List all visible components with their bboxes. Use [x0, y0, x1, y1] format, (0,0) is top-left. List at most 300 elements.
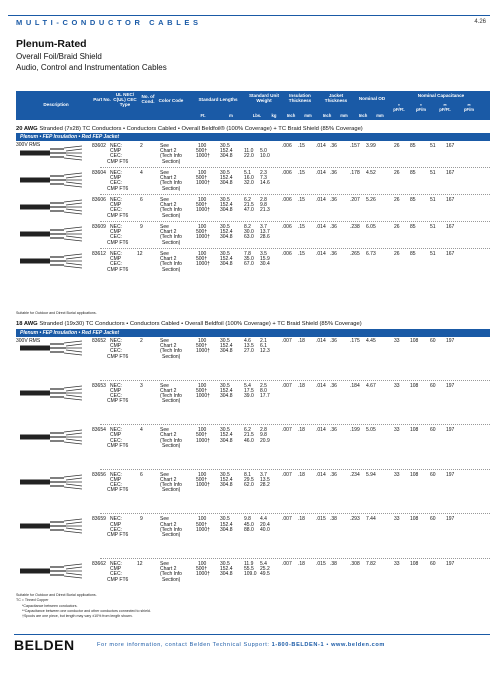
length-m: 304.8: [220, 234, 233, 241]
ul-nec-label: NEC:: [110, 251, 122, 257]
weight-lbs: 32.0: [244, 180, 254, 187]
insulation-band: [16, 133, 490, 141]
insulation-mm: .18: [298, 427, 305, 434]
capacitance-pf-ft: 26: [394, 224, 400, 230]
weight-lbs: 46.0: [244, 437, 254, 444]
length-m: 152.4: [220, 387, 233, 394]
length-ft: 500†: [196, 476, 208, 483]
capacitance-pf-ft-shield: 51: [430, 197, 436, 203]
length-ft: 1000†: [196, 571, 210, 578]
color-code-tech-info: (Tech Info: [160, 153, 182, 160]
col-jacket-thickness: Jacket Thickness: [324, 93, 348, 103]
length-ft: 100: [198, 197, 207, 203]
conductor-count: 4: [140, 427, 143, 434]
od-mm: 5.05: [366, 427, 376, 434]
weight-kg: 49.5: [260, 571, 270, 578]
insulation-inch: .007: [282, 561, 292, 567]
capacitance-pf-ft-shield: 51: [430, 251, 436, 257]
color-code-chart: Chart 2: [160, 256, 177, 263]
capacitance-pf-m-shield: 167: [446, 143, 455, 149]
weight-lbs: 27.0: [244, 348, 254, 355]
color-code-chart: Chart 2: [160, 566, 177, 573]
weight-lbs: 30.0: [244, 229, 254, 236]
length-ft: 100: [198, 382, 207, 389]
col-part-no: Part No.: [93, 97, 111, 102]
col-ul-nec: UL NEC/ C(UL) CEC Type: [113, 92, 137, 107]
length-ft: 500†: [196, 175, 208, 182]
insulation-inch: .006: [282, 170, 292, 176]
weight-lbs: 67.0: [244, 261, 254, 268]
length-m: 304.8: [220, 437, 233, 444]
ul-nec-label: NEC:: [110, 471, 122, 478]
insulation-mm: .15: [298, 170, 305, 176]
col-od-mm: mm: [376, 113, 384, 118]
jacket-mm: .36: [330, 170, 337, 176]
capacitance-pf-m-shield: 197: [446, 382, 455, 389]
ul-type-cmp: CMP: [110, 343, 122, 350]
length-m: 30.5: [220, 170, 230, 176]
weight-kg: 5.4: [260, 561, 267, 567]
weight-kg: 2.5: [260, 382, 267, 389]
capacitance-pf-m-shield: 167: [446, 224, 455, 230]
row-separator: [100, 167, 490, 168]
length-ft: 500†: [196, 521, 208, 528]
od-inch: .207: [350, 197, 360, 203]
od-mm: 4.45: [366, 338, 376, 344]
cec-type-cmp-ft6: CMP FT6: [107, 266, 129, 273]
weight-lbs: 4.6: [244, 338, 251, 344]
ul-nec-label: NEC:: [110, 197, 122, 203]
weight-kg: 8.0: [260, 387, 267, 394]
voltage-label: 300V RMS: [16, 338, 41, 344]
insulation-inch: .007: [282, 516, 292, 523]
weight-kg: 25.2: [260, 566, 270, 573]
weight-kg: 2.3: [260, 170, 267, 176]
part-number: 83653: [92, 382, 106, 389]
ul-nec-label: NEC:: [110, 561, 122, 567]
jacket-mm: .36: [330, 427, 337, 434]
od-inch: .199: [350, 427, 360, 434]
length-ft: 1000†: [196, 437, 210, 444]
color-code-tech-info: (Tech Info: [160, 207, 182, 214]
row-separator: [100, 221, 490, 222]
jacket-mm: .36: [330, 143, 337, 149]
ul-type-cmp: CMP: [110, 432, 122, 439]
color-code-chart: Chart 2: [160, 343, 177, 350]
weight-kg: 2.1: [260, 338, 267, 344]
table-row: [16, 339, 490, 361]
length-m: 152.4: [220, 148, 233, 155]
weight-kg: 20.9: [260, 437, 270, 444]
length-ft: 100: [198, 561, 207, 567]
col-cap-mark-4: **: [467, 103, 471, 108]
color-code-tech-info: (Tech Info: [160, 180, 182, 187]
length-m: 152.4: [220, 343, 233, 350]
cec-type-cmp-ft6: CMP FT6: [107, 442, 129, 449]
color-code-section: Section): [162, 158, 181, 165]
part-number: 83656: [92, 471, 106, 478]
length-ft: 1000†: [196, 207, 210, 214]
length-m: 304.8: [220, 571, 233, 578]
weight-kg: 30.4: [260, 261, 270, 268]
jacket-inch: .014: [316, 427, 326, 434]
cec-label: CEC:: [110, 207, 122, 214]
jacket-mm: .36: [330, 382, 337, 389]
color-code-chart: Chart 2: [160, 432, 177, 439]
ul-nec-label: NEC:: [110, 382, 122, 389]
od-mm: 5.26: [366, 197, 376, 203]
capacitance-pf-m: 108: [410, 471, 419, 478]
conductor-count: 4: [140, 170, 143, 176]
length-m: 304.8: [220, 261, 233, 268]
ul-nec-label: NEC:: [110, 224, 122, 230]
weight-lbs: 88.0: [244, 526, 254, 533]
conductor-count: 3: [140, 382, 143, 389]
part-number: 83602: [92, 143, 106, 149]
weight-kg: 21.3: [260, 207, 270, 214]
part-number: 83609: [92, 224, 106, 230]
color-code-see: See: [160, 197, 169, 203]
cec-label: CEC:: [110, 261, 122, 268]
capacitance-pf-m: 85: [410, 197, 416, 203]
page-subtitle-1: Overall Foil/Braid Shield: [16, 52, 102, 61]
part-number: 83604: [92, 170, 106, 176]
jacket-inch: .014: [316, 338, 326, 344]
weight-lbs: 29.5: [244, 476, 254, 483]
row-separator: [100, 558, 490, 559]
capacitance-pf-m-shield: 167: [446, 170, 455, 176]
ul-type-cmp: CMP: [110, 476, 122, 483]
weight-lbs: 11.9: [244, 561, 254, 567]
section-title: MULTI-CONDUCTOR CABLES: [16, 18, 202, 27]
insulation-mm: .15: [298, 224, 305, 230]
length-ft: 1000†: [196, 261, 210, 268]
col-cap-mark-3: **: [443, 103, 447, 108]
length-ft: 100: [198, 471, 207, 478]
length-ft: 1000†: [196, 153, 210, 160]
od-inch: .157: [350, 143, 360, 149]
color-code-tech-info: (Tech Info: [160, 526, 182, 533]
weight-lbs: 55.5: [244, 566, 254, 573]
length-ft: 500†: [196, 202, 208, 209]
length-m: 152.4: [220, 521, 233, 528]
cec-type-cmp-ft6: CMP FT6: [107, 531, 129, 538]
col-ins-mm: mm: [304, 113, 312, 118]
od-inch: .238: [350, 224, 360, 230]
weight-kg: 3.5: [260, 251, 267, 257]
weight-lbs: 6.2: [244, 427, 251, 434]
col-od-inch: Inch: [358, 113, 368, 118]
insulation-inch: .006: [282, 224, 292, 230]
insulation-mm: .18: [298, 561, 305, 567]
ul-nec-label: NEC:: [110, 170, 122, 176]
ul-nec-label: NEC:: [110, 427, 122, 434]
capacitance-pf-ft-shield: 51: [430, 224, 436, 230]
length-ft: 100: [198, 143, 207, 149]
conductor-count: 12: [137, 561, 143, 567]
weight-lbs: 17.5: [244, 387, 254, 394]
length-ft: 500†: [196, 148, 208, 155]
jacket-inch: .015: [316, 516, 326, 523]
ul-type-cmp: CMP: [110, 566, 122, 573]
length-m: 152.4: [220, 476, 233, 483]
ul-type-cmp: CMP: [110, 148, 122, 155]
weight-lbs: 109.0: [244, 571, 257, 578]
capacitance-pf-m-shield: 197: [446, 338, 455, 344]
cec-label: CEC:: [110, 571, 122, 578]
length-ft: 100: [198, 516, 207, 523]
od-inch: .293: [350, 516, 360, 523]
color-code-section: Section): [162, 185, 181, 192]
weight-kg: 28.2: [260, 482, 270, 489]
capacitance-pf-m-shield: 197: [446, 427, 455, 434]
col-std-len-m: m: [229, 113, 233, 118]
table-row: [16, 473, 490, 495]
belden-logo: BELDEN: [14, 637, 75, 653]
cec-label: CEC:: [110, 482, 122, 489]
length-ft: 500†: [196, 343, 208, 350]
color-code-section: Section): [162, 266, 181, 273]
footer-sep: •: [324, 642, 332, 648]
footnote-tc: TC = Tinned Copper: [16, 598, 49, 602]
table-row: [16, 144, 490, 166]
capacitance-pf-ft-shield: 60: [430, 471, 436, 478]
part-number: 83662: [92, 561, 106, 567]
col-description: Description: [43, 102, 69, 107]
footer-phone[interactable]: 1-800-BELDEN-1: [271, 642, 325, 648]
part-number: 83606: [92, 197, 106, 203]
ul-nec-label: NEC:: [110, 338, 122, 344]
weight-lbs: 63.0: [244, 234, 254, 241]
length-m: 152.4: [220, 256, 233, 263]
col-cap-unit-4: pF/m: [463, 107, 474, 112]
cec-label: CEC:: [110, 392, 122, 399]
capacitance-pf-ft: 33: [394, 427, 400, 434]
color-code-tech-info: (Tech Info: [160, 348, 182, 355]
table-row: [16, 384, 490, 406]
color-code-see: See: [160, 224, 169, 230]
length-m: 304.8: [220, 348, 233, 355]
part-number: 83652: [92, 338, 106, 344]
cec-label: CEC:: [110, 153, 122, 160]
color-code-see: See: [160, 251, 169, 257]
col-std-wt-lbs: Lbs.: [252, 113, 262, 118]
row-separator: [100, 380, 490, 381]
cec-label: CEC:: [110, 234, 122, 241]
cec-type-cmp-ft6: CMP FT6: [107, 353, 129, 360]
group-title: [16, 126, 363, 132]
table-row: [16, 428, 490, 450]
capacitance-pf-m-shield: 197: [446, 516, 455, 523]
color-code-see: See: [160, 143, 169, 149]
table-row: [16, 562, 490, 584]
color-code-chart: Chart 2: [160, 175, 177, 182]
weight-kg: 15.9: [260, 256, 270, 263]
ul-type-cmp: CMP: [110, 387, 122, 394]
jacket-mm: .36: [330, 224, 337, 230]
cec-label: CEC:: [110, 437, 122, 444]
capacitance-pf-ft-shield: 60: [430, 427, 436, 434]
weight-kg: 14.6: [260, 180, 270, 187]
cec-label: CEC:: [110, 526, 122, 533]
color-code-see: See: [160, 382, 169, 389]
capacitance-pf-m-shield: 167: [446, 251, 455, 257]
weight-lbs: 35.0: [244, 256, 254, 263]
weight-kg: 40.0: [260, 526, 270, 533]
cec-type-cmp-ft6: CMP FT6: [107, 158, 129, 165]
length-ft: 100: [198, 338, 207, 344]
weight-lbs: 13.5: [244, 343, 254, 350]
color-code-chart: Chart 2: [160, 148, 177, 155]
length-m: 30.5: [220, 143, 230, 149]
footer-website-link[interactable]: www.belden.com: [331, 642, 385, 648]
col-insulation-thickness: Insulation Thickness: [288, 93, 312, 103]
col-ins-inch: Inch: [286, 113, 296, 118]
color-code-chart: Chart 2: [160, 521, 177, 528]
col-cap-unit-1: pF/Ft.: [393, 107, 405, 112]
color-code-section: Section): [162, 239, 181, 246]
col-no-of-cond: No. of Cond.: [141, 94, 155, 104]
capacitance-pf-ft: 26: [394, 197, 400, 203]
jacket-mm: .36: [330, 471, 337, 478]
weight-lbs: 16.0: [244, 175, 254, 182]
capacitance-pf-m: 85: [410, 143, 416, 149]
capacitance-pf-ft: 33: [394, 516, 400, 523]
color-code-section: Section): [162, 576, 181, 583]
table-row: [16, 171, 490, 193]
weight-lbs: 5.1: [244, 170, 251, 176]
length-ft: 100: [198, 251, 207, 257]
cec-type-cmp-ft6: CMP FT6: [107, 398, 129, 405]
table-row: [16, 252, 490, 274]
weight-lbs: 45.0: [244, 521, 254, 528]
capacitance-pf-ft: 26: [394, 251, 400, 257]
col-standard-lengths: Standard Lengths: [198, 97, 238, 102]
group-note: Suitable for Outdoor and Direct Burial applications.: [16, 593, 97, 597]
capacitance-pf-ft: 33: [394, 382, 400, 389]
color-code-see: See: [160, 516, 169, 523]
weight-lbs: 11.0: [244, 148, 254, 155]
weight-kg: 4.4: [260, 516, 267, 523]
cec-type-cmp-ft6: CMP FT6: [107, 576, 129, 583]
length-m: 30.5: [220, 224, 230, 230]
capacitance-pf-m-shield: 197: [446, 471, 455, 478]
group-note: Suitable for Outdoor and Direct Burial applications.: [16, 311, 97, 315]
insulation-band: [16, 329, 490, 337]
od-mm: 4.52: [366, 170, 376, 176]
cec-label: CEC:: [110, 180, 122, 187]
color-code-tech-info: (Tech Info: [160, 234, 182, 241]
col-nominal-capacitance: Nominal Capacitance: [417, 93, 465, 98]
footnote-cap1: *Capacitance between conductors.: [22, 604, 78, 608]
footer-prefix: For more information, contact Belden Technical Support:: [97, 642, 272, 648]
color-code-see: See: [160, 561, 169, 567]
jacket-mm: .38: [330, 516, 337, 523]
table-row: [16, 517, 490, 539]
length-m: 30.5: [220, 338, 230, 344]
length-ft: 500†: [196, 566, 208, 573]
weight-lbs: 7.8: [244, 251, 251, 257]
length-m: 152.4: [220, 566, 233, 573]
color-code-section: Section): [162, 442, 181, 449]
col-jt-inch: Inch: [322, 113, 332, 118]
ul-type-cmp: CMP: [110, 256, 122, 263]
od-mm: 4.67: [366, 382, 376, 389]
od-mm: 5.94: [366, 471, 376, 478]
capacitance-pf-m: 108: [410, 338, 419, 344]
weight-kg: 12.3: [260, 348, 270, 355]
capacitance-pf-ft: 33: [394, 561, 400, 567]
weight-lbs: 9.8: [244, 516, 251, 523]
capacitance-pf-ft-shield: 60: [430, 338, 436, 344]
capacitance-pf-m-shield: 197: [446, 561, 455, 567]
od-inch: .308: [350, 561, 360, 567]
col-nominal-od: Nominal OD: [358, 96, 386, 101]
conductor-count: 6: [140, 471, 143, 478]
group-description: Stranded (19x30) TC Conductors • Conductors Cabled • Overall Beldfoil (100% Coverage) + TC Braid Shield (85% Coverage): [39, 321, 362, 327]
weight-kg: 5.0: [260, 148, 267, 155]
weight-kg: 20.4: [260, 521, 270, 528]
length-m: 30.5: [220, 561, 230, 567]
length-m: 30.5: [220, 197, 230, 203]
color-code-section: Section): [162, 487, 181, 494]
length-m: 30.5: [220, 427, 230, 434]
jacket-mm: .36: [330, 251, 337, 257]
col-std-len-ft: Ft.: [200, 113, 206, 118]
od-mm: 7.44: [366, 516, 376, 523]
od-inch: .234: [350, 471, 360, 478]
length-ft: 500†: [196, 432, 208, 439]
weight-kg: 28.6: [260, 234, 270, 241]
row-separator: [100, 194, 490, 195]
capacitance-pf-m: 108: [410, 427, 419, 434]
color-code-chart: Chart 2: [160, 387, 177, 394]
insulation-mm: .18: [298, 471, 305, 478]
cec-label: CEC:: [110, 348, 122, 355]
length-ft: 100: [198, 224, 207, 230]
col-standard-weight: Standard Unit Weight: [248, 93, 280, 103]
group-description: Stranded (7x28) TC Conductors • Conductors Cabled • Overall Beldfoil® (100% Coverage) + TC Braid Shield (85% Coverage): [39, 126, 363, 132]
jacket-inch: .014: [316, 382, 326, 389]
color-code-tech-info: (Tech Info: [160, 261, 182, 268]
color-code-chart: Chart 2: [160, 476, 177, 483]
color-code-tech-info: (Tech Info: [160, 482, 182, 489]
capacitance-pf-ft-shield: 60: [430, 561, 436, 567]
footer-rule: [14, 634, 490, 635]
jacket-inch: .014: [316, 251, 326, 257]
col-color-code: Color Code: [158, 98, 184, 103]
col-cap-unit-2: pF/m: [415, 107, 426, 112]
jacket-mm: .38: [330, 561, 337, 567]
weight-kg: 13.5: [260, 476, 270, 483]
group-awg: 18 AWG: [16, 321, 38, 327]
weight-lbs: 47.0: [244, 207, 254, 214]
weight-kg: 9.8: [260, 202, 267, 209]
weight-kg: 6.1: [260, 343, 267, 350]
od-mm: 7.82: [366, 561, 376, 567]
od-inch: .265: [350, 251, 360, 257]
length-ft: 500†: [196, 256, 208, 263]
insulation-mm: .15: [298, 143, 305, 149]
conductor-count: 2: [140, 338, 143, 344]
length-m: 152.4: [220, 175, 233, 182]
jacket-mm: .36: [330, 197, 337, 203]
weight-kg: 9.8: [260, 432, 267, 439]
cec-type-cmp-ft6: CMP FT6: [107, 185, 129, 192]
insulation-mm: .18: [298, 382, 305, 389]
weight-lbs: 5.4: [244, 382, 251, 389]
conductor-count: 6: [140, 197, 143, 203]
